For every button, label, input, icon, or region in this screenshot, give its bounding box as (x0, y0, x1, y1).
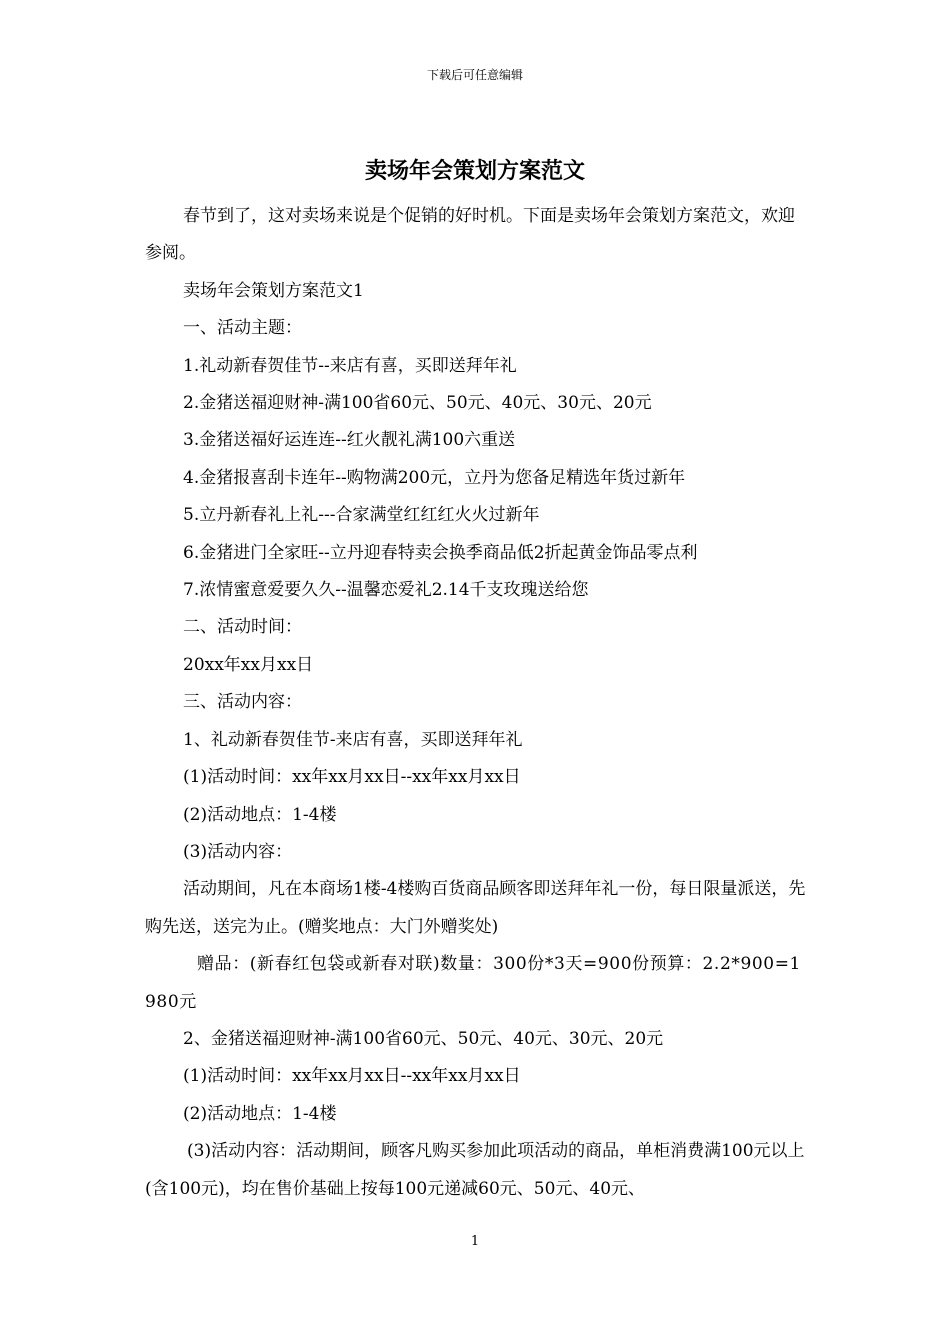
section-heading: 三、活动内容： (183, 692, 302, 713)
document-title: 卖场年会策划方案范文 (364, 158, 585, 184)
detail-line: (1)活动时间：xx年xx月xx日--xx年xx月xx日 (183, 1066, 521, 1087)
section-heading: 一、活动主题： (183, 318, 302, 339)
subsection-heading: 1、礼动新春贺佳节-来店有喜，买即送拜年礼 (183, 729, 523, 750)
list-item: 4.金猪报喜刮卡连年--购物满200元，立丹为您备足精选年货过新年 (183, 467, 686, 488)
body-paragraph: 活动期间，凡在本商场1楼-4楼购百货商品顾客即送拜年礼一份，每日限量派送，先购先送，送完为止。(赠奖地点：大门外赠奖处) (145, 879, 806, 937)
body-paragraph: 赠品：(新春红包袋或新春对联)数量：300份*3天=900份预算：2.2*900=1980元 (145, 954, 801, 1012)
page-number: 1 (470, 1234, 480, 1249)
subsection-heading: 2、金猪送福迎财神-满100省60元、50元、40元、30元、20元 (183, 1028, 664, 1049)
detail-line: (3)活动内容： (183, 841, 293, 862)
detail-line: (1)活动时间：xx年xx月xx日--xx年xx月xx日 (183, 767, 521, 788)
section-heading: 二、活动时间： (183, 617, 302, 638)
list-item: 5.立丹新春礼上礼---合家满堂红红红火火过新年 (183, 505, 540, 526)
detail-line: (2)活动地点：1-4楼 (183, 1103, 337, 1124)
intro-paragraph: 春节到了，这对卖场来说是个促销的好时机。下面是卖场年会策划方案范文，欢迎参阅。 (145, 206, 795, 264)
list-item: 6.金猪进门全家旺--立丹迎春特卖会换季商品低2折起黄金饰品零点利 (183, 542, 698, 563)
body-paragraph: (3)活动内容：活动期间，顾客凡购买参加此项活动的商品，单柜消费满100元以上(含100元)，均在售价基础上按每100元递减60元、50元、40元、 (145, 1141, 805, 1199)
list-item: 3.金猪送福好运连连--红火靓礼满100六重送 (183, 430, 516, 451)
list-item: 7.浓情蜜意爱要久久--温馨恋爱礼2.14千支玫瑰送给您 (183, 580, 589, 601)
detail-line: (2)活动地点：1-4楼 (183, 804, 337, 825)
document-body (145, 198, 807, 1208)
section-heading: 卖场年会策划方案范文1 (183, 280, 364, 301)
header-note: 下载后可任意编辑 (426, 68, 523, 82)
list-item: 2.金猪送福迎财神-满100省60元、50元、40元、30元、20元 (183, 393, 652, 414)
list-item: 1.礼动新春贺佳节--来店有喜，买即送拜年礼 (183, 355, 517, 376)
date-line: 20xx年xx月xx日 (183, 654, 314, 675)
